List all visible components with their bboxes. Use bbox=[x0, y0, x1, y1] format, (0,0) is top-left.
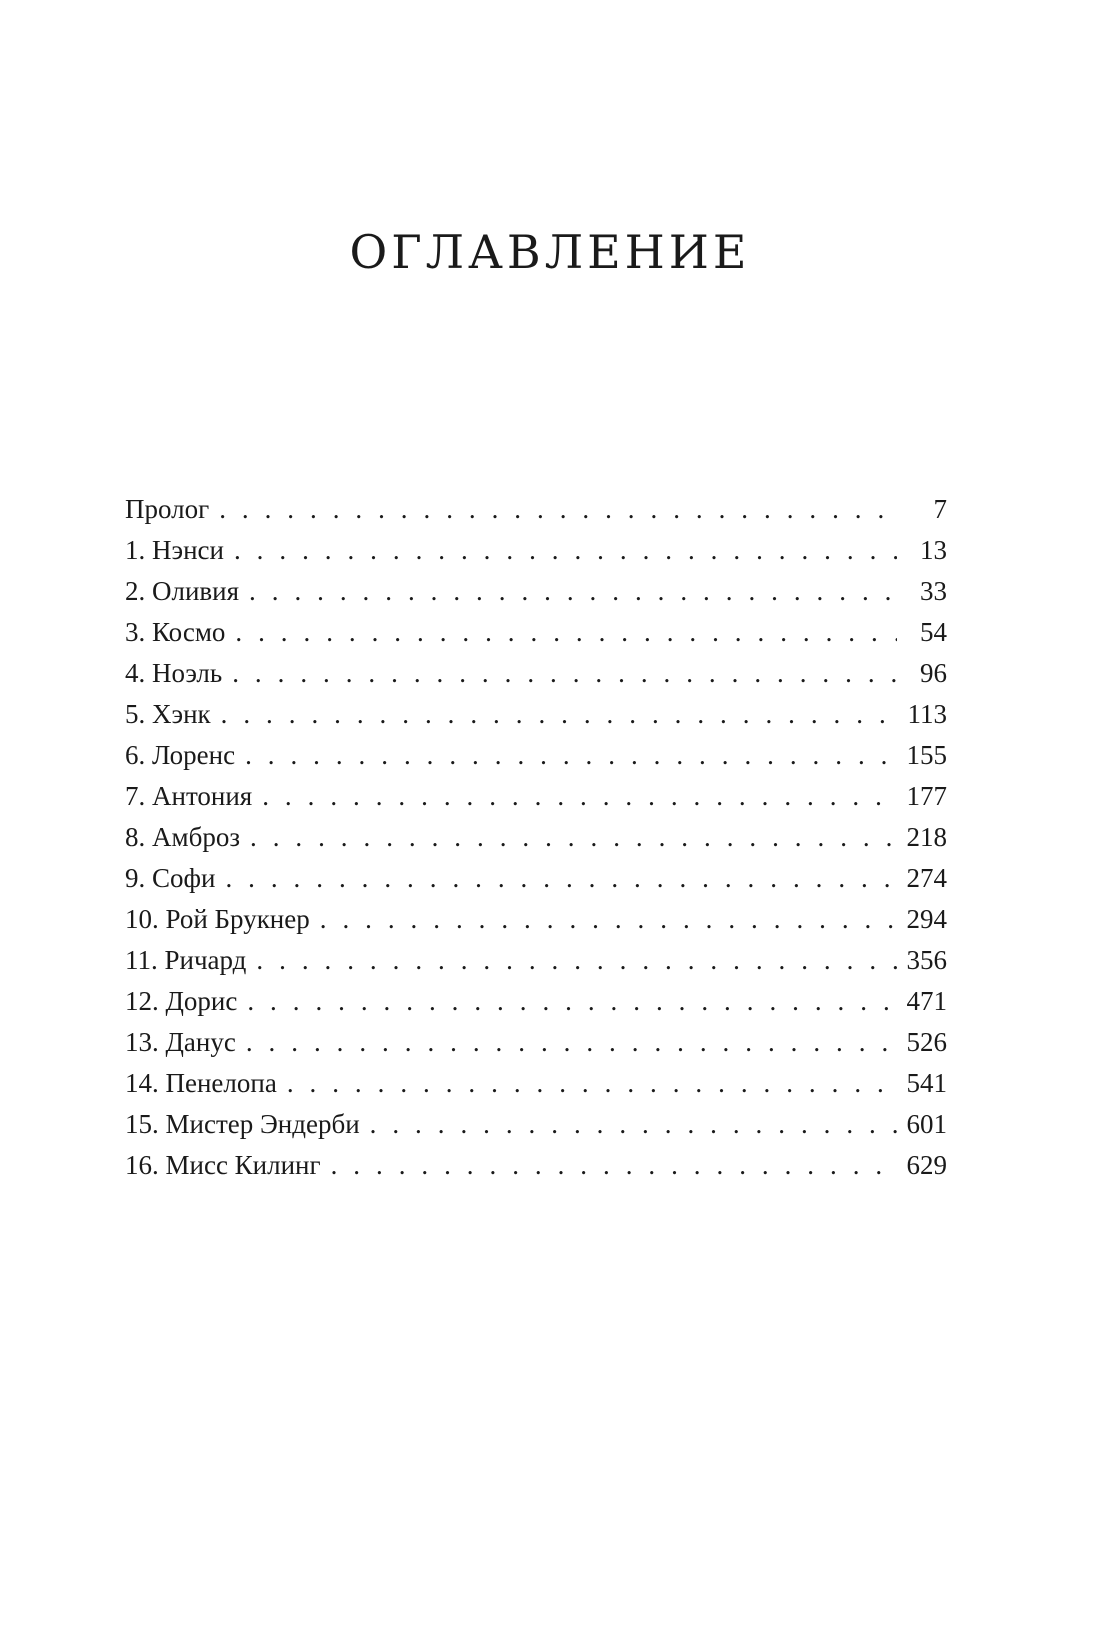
toc-entry-page-number: 629 bbox=[906, 1150, 947, 1180]
toc-entry-page-number: 356 bbox=[906, 945, 947, 975]
toc-entry-page-number: 601 bbox=[906, 1109, 947, 1139]
toc-entry-chapter-2[interactable] bbox=[125, 571, 947, 612]
toc-entry-page-number: 13 bbox=[920, 535, 947, 565]
toc-entry-label: 14. Пенелопа bbox=[125, 1068, 277, 1098]
toc-entry-label: 13. Данус bbox=[125, 1027, 236, 1057]
table-of-contents bbox=[125, 489, 947, 1186]
toc-entry-chapter-5[interactable] bbox=[125, 694, 947, 735]
toc-entry-page-number: 155 bbox=[906, 740, 947, 770]
toc-entry-label: 7. Антония bbox=[125, 781, 253, 811]
toc-entry-chapter-9[interactable] bbox=[125, 858, 947, 899]
dot-leader bbox=[331, 1145, 897, 1186]
dot-leader bbox=[320, 899, 897, 940]
toc-entry-chapter-11[interactable] bbox=[125, 940, 947, 981]
toc-entry-chapter-1[interactable] bbox=[125, 530, 947, 571]
dot-leader bbox=[287, 1063, 897, 1104]
toc-entry-chapter-6[interactable] bbox=[125, 735, 947, 776]
toc-entry-page-number: 526 bbox=[906, 1027, 947, 1057]
toc-entry-label: 16. Мисс Килинг bbox=[125, 1150, 321, 1180]
toc-entry-label: 11. Ричард bbox=[125, 945, 247, 975]
toc-entry-chapter-8[interactable] bbox=[125, 817, 947, 858]
toc-entry-page-number: 471 bbox=[906, 986, 947, 1016]
toc-entry-label: 10. Рой Брукнер bbox=[125, 904, 310, 934]
dot-leader bbox=[256, 940, 897, 981]
page-title: ОГЛАВЛЕНИЕ bbox=[349, 225, 751, 279]
toc-entry-label: 3. Космо bbox=[125, 617, 226, 647]
dot-leader bbox=[232, 653, 897, 694]
toc-entry-label: 5. Хэнк bbox=[125, 699, 211, 729]
toc-entry-label: 9. Софи bbox=[125, 863, 216, 893]
dot-leader bbox=[250, 817, 897, 858]
dot-leader bbox=[225, 858, 897, 899]
dot-leader bbox=[245, 735, 897, 776]
toc-entry-label: 12. Дорис bbox=[125, 986, 238, 1016]
dot-leader bbox=[247, 981, 897, 1022]
toc-entry-chapter-4[interactable] bbox=[125, 653, 947, 694]
toc-entry-page-number: 7 bbox=[933, 494, 947, 524]
toc-entry-page-number: 177 bbox=[906, 781, 947, 811]
toc-entry-chapter-12[interactable] bbox=[125, 981, 947, 1022]
dot-leader bbox=[234, 530, 897, 571]
toc-entry-page-number: 274 bbox=[906, 863, 947, 893]
dot-leader bbox=[262, 776, 897, 817]
toc-entry-label: 6. Лоренс bbox=[125, 740, 236, 770]
toc-entry-chapter-3[interactable] bbox=[125, 612, 947, 653]
toc-entry-chapter-7[interactable] bbox=[125, 776, 947, 817]
toc-entry-chapter-14[interactable] bbox=[125, 1063, 947, 1104]
toc-entry-page-number: 96 bbox=[920, 658, 947, 688]
toc-entry-page-number: 113 bbox=[907, 699, 947, 729]
dot-leader bbox=[249, 571, 897, 612]
toc-entry-page-number: 33 bbox=[920, 576, 947, 606]
toc-entry-prologue[interactable] bbox=[125, 489, 947, 530]
toc-entry-page-number: 54 bbox=[920, 617, 947, 647]
toc-entry-chapter-13[interactable] bbox=[125, 1022, 947, 1063]
toc-entry-label: 4. Ноэль bbox=[125, 658, 223, 688]
toc-entry-label: 15. Мистер Эндерби bbox=[125, 1109, 360, 1139]
dot-leader bbox=[219, 489, 897, 530]
toc-entry-chapter-15[interactable] bbox=[125, 1104, 947, 1145]
toc-entry-page-number: 218 bbox=[906, 822, 947, 852]
toc-entry-label: 8. Амброз bbox=[125, 822, 240, 852]
toc-entry-page-number: 294 bbox=[906, 904, 947, 934]
toc-entry-label: Пролог bbox=[125, 494, 210, 524]
toc-entry-label: 2. Оливия bbox=[125, 576, 240, 606]
dot-leader bbox=[246, 1022, 897, 1063]
dot-leader bbox=[235, 612, 897, 653]
toc-entry-label: 1. Нэнси bbox=[125, 535, 224, 565]
dot-leader bbox=[221, 694, 897, 735]
toc-entry-page-number: 541 bbox=[906, 1068, 947, 1098]
dot-leader bbox=[370, 1104, 897, 1145]
toc-entry-chapter-10[interactable] bbox=[125, 899, 947, 940]
toc-entry-chapter-16[interactable] bbox=[125, 1145, 947, 1186]
